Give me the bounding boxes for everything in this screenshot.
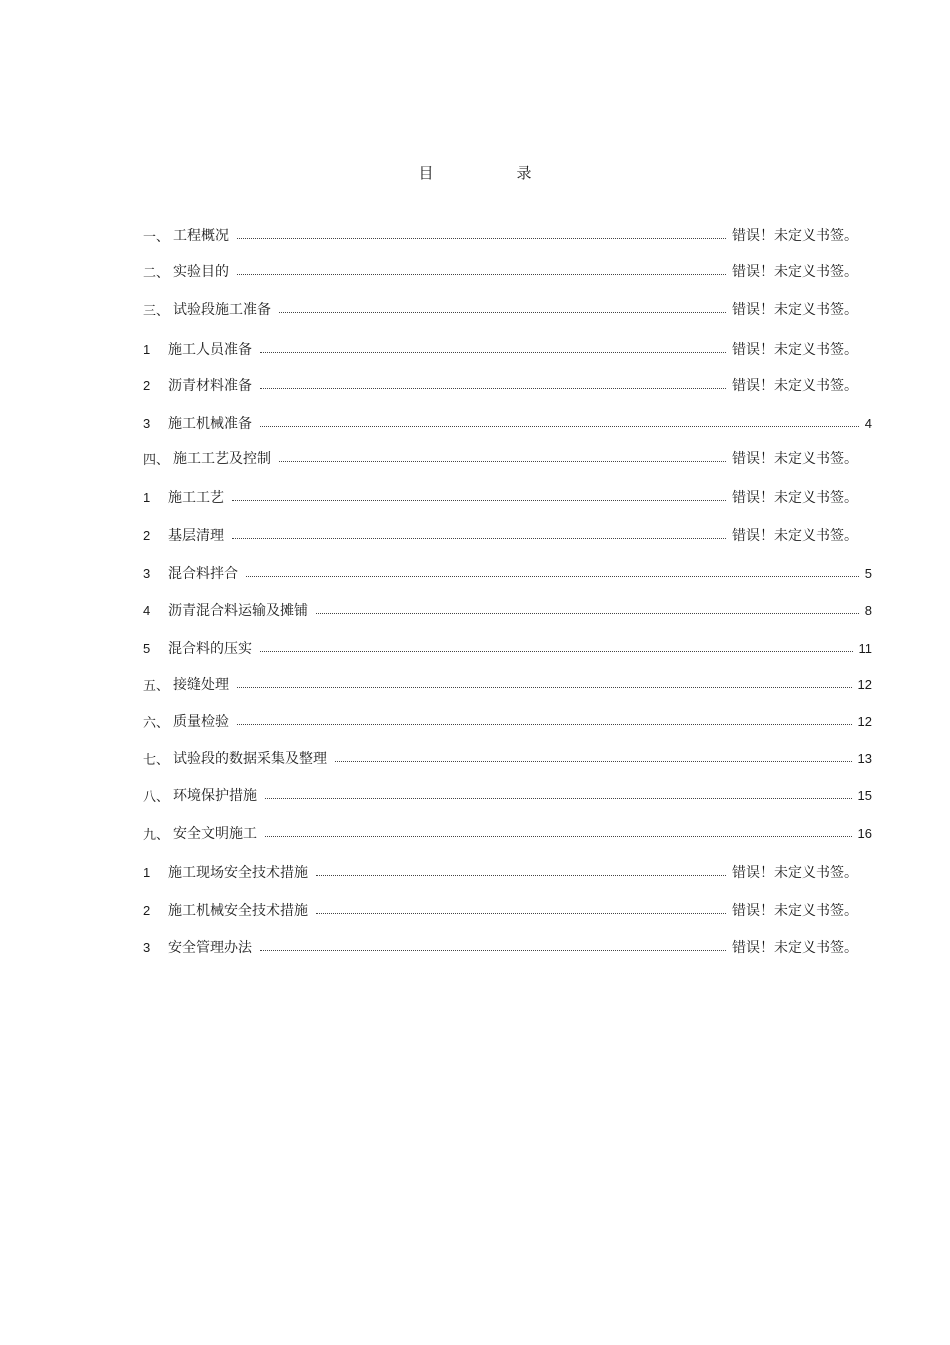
toc-entry[interactable]: [143, 899, 858, 921]
toc-entry-label: 施工工艺及控制: [173, 451, 271, 467]
toc-entry-page: 5: [864, 565, 872, 581]
toc-entry-page: 错误！未定义书签。: [732, 302, 858, 318]
toc-dot-leader: [260, 940, 726, 951]
toc-entry[interactable]: [143, 224, 858, 246]
toc-entry-label: 施工人员准备: [168, 342, 252, 358]
toc-entry-page: 错误！未定义书签。: [732, 940, 858, 956]
toc-entry-page: 11: [858, 640, 872, 656]
toc-dot-leader: [335, 751, 852, 762]
toc-dot-leader: [316, 903, 726, 914]
toc-dot-leader: [316, 865, 726, 876]
toc-entry-label: 施工工艺: [168, 490, 224, 506]
toc-entry[interactable]: [143, 338, 858, 360]
toc-entry[interactable]: [143, 260, 858, 282]
toc-entry-page: 错误！未定义书签。: [732, 451, 858, 467]
toc-dot-leader: [260, 378, 726, 389]
toc-entry-page: 12: [857, 676, 872, 692]
toc-entry[interactable]: [143, 486, 858, 508]
toc-entry-page: 15: [857, 787, 872, 803]
toc-entry-number: 2: [143, 902, 151, 918]
toc-entry-label: 试验段的数据采集及整理: [173, 751, 327, 767]
toc-entry-number: 3: [143, 565, 151, 581]
toc-entry-page: 错误！未定义书签。: [732, 903, 858, 919]
toc-entry[interactable]: [143, 936, 858, 958]
toc-entry-number: 5: [143, 640, 151, 656]
toc-entry-number: 4: [143, 602, 151, 618]
toc-entry-page: 8: [864, 602, 872, 618]
toc-dot-leader: [316, 603, 859, 614]
toc-entry-label: 沥青混合料运输及摊铺: [168, 603, 308, 619]
toc-entry-label: 混合料拌合: [168, 566, 238, 582]
toc-entry-page: 错误！未定义书签。: [732, 528, 858, 544]
toc-dot-leader: [260, 416, 859, 427]
toc-entry-label: 实验目的: [173, 264, 229, 280]
toc-entry-label: 基层清理: [168, 528, 224, 544]
toc-dot-leader: [260, 342, 726, 353]
toc-entry-number: 六、: [143, 714, 170, 730]
toc-dot-leader: [237, 228, 726, 239]
toc-entry[interactable]: [143, 861, 858, 883]
toc-entry-page: 错误！未定义书签。: [732, 228, 858, 244]
toc-entry-number: 四、: [143, 451, 170, 467]
toc-dot-leader: [279, 451, 726, 462]
toc-entry[interactable]: [143, 673, 872, 695]
toc-entry-number: 九、: [143, 826, 170, 842]
toc-entry[interactable]: [143, 710, 872, 732]
toc-dot-leader: [237, 264, 726, 275]
toc-dot-leader: [232, 528, 726, 539]
toc-dot-leader: [237, 714, 852, 725]
toc-entry-label: 环境保护措施: [173, 788, 257, 804]
toc-entry[interactable]: [143, 412, 872, 434]
toc-entry-number: 2: [143, 377, 151, 393]
toc-entry-number: 2: [143, 527, 151, 543]
toc-entry-number: 五、: [143, 677, 170, 693]
toc-entry-number: 3: [143, 415, 151, 431]
toc-entry[interactable]: [143, 447, 858, 469]
toc-dot-leader: [246, 566, 859, 577]
toc-entry-label: 施工机械安全技术措施: [168, 903, 308, 919]
toc-entry-page: 错误！未定义书签。: [732, 490, 858, 506]
toc-title: 目 录: [418, 164, 566, 182]
toc-entry-number: 三、: [143, 302, 170, 318]
toc-entry-number: 1: [143, 864, 151, 880]
toc-dot-leader: [237, 677, 852, 688]
toc-entry-label: 施工现场安全技术措施: [168, 865, 308, 881]
toc-entry[interactable]: [143, 822, 872, 844]
toc-entry[interactable]: [143, 784, 872, 806]
toc-entry-number: 一、: [143, 228, 170, 244]
toc-dot-leader: [265, 788, 852, 799]
toc-entry-number: 七、: [143, 751, 170, 767]
toc-entry-label: 工程概况: [173, 228, 229, 244]
toc-entry-number: 八、: [143, 788, 170, 804]
toc-entry-label: 施工机械准备: [168, 416, 252, 432]
toc-entry[interactable]: [143, 524, 858, 546]
toc-entry[interactable]: [143, 562, 872, 584]
toc-entry[interactable]: [143, 747, 872, 769]
toc-entry-page: 错误！未定义书签。: [732, 378, 858, 394]
toc-dot-leader: [232, 490, 726, 501]
toc-entry[interactable]: [143, 599, 872, 621]
toc-entry-number: 二、: [143, 264, 170, 280]
toc-entry[interactable]: [143, 637, 872, 659]
toc-entry-label: 安全管理办法: [168, 940, 252, 956]
toc-entry-page: 错误！未定义书签。: [732, 865, 858, 881]
toc-entry-label: 沥青材料准备: [168, 378, 252, 394]
toc-entry-label: 质量检验: [173, 714, 229, 730]
toc-entry-number: 1: [143, 341, 151, 357]
toc-dot-leader: [265, 826, 852, 837]
toc-entry-page: 16: [857, 825, 872, 841]
toc-dot-leader: [260, 641, 853, 652]
toc-entry-page: 13: [857, 750, 872, 766]
toc-entry[interactable]: [143, 298, 858, 320]
toc-entry-page: 错误！未定义书签。: [732, 264, 858, 280]
toc-entry-label: 混合料的压实: [168, 641, 252, 657]
toc-entry[interactable]: [143, 374, 858, 396]
toc-entry-label: 接缝处理: [173, 677, 229, 693]
toc-entry-label: 安全文明施工: [173, 826, 257, 842]
toc-dot-leader: [279, 302, 726, 313]
toc-entry-page: 错误！未定义书签。: [732, 342, 858, 358]
toc-entry-label: 试验段施工准备: [173, 302, 271, 318]
toc-entry-page: 4: [864, 415, 872, 431]
toc-entry-page: 12: [857, 713, 872, 729]
toc-entry-number: 3: [143, 939, 151, 955]
toc-entry-number: 1: [143, 489, 151, 505]
